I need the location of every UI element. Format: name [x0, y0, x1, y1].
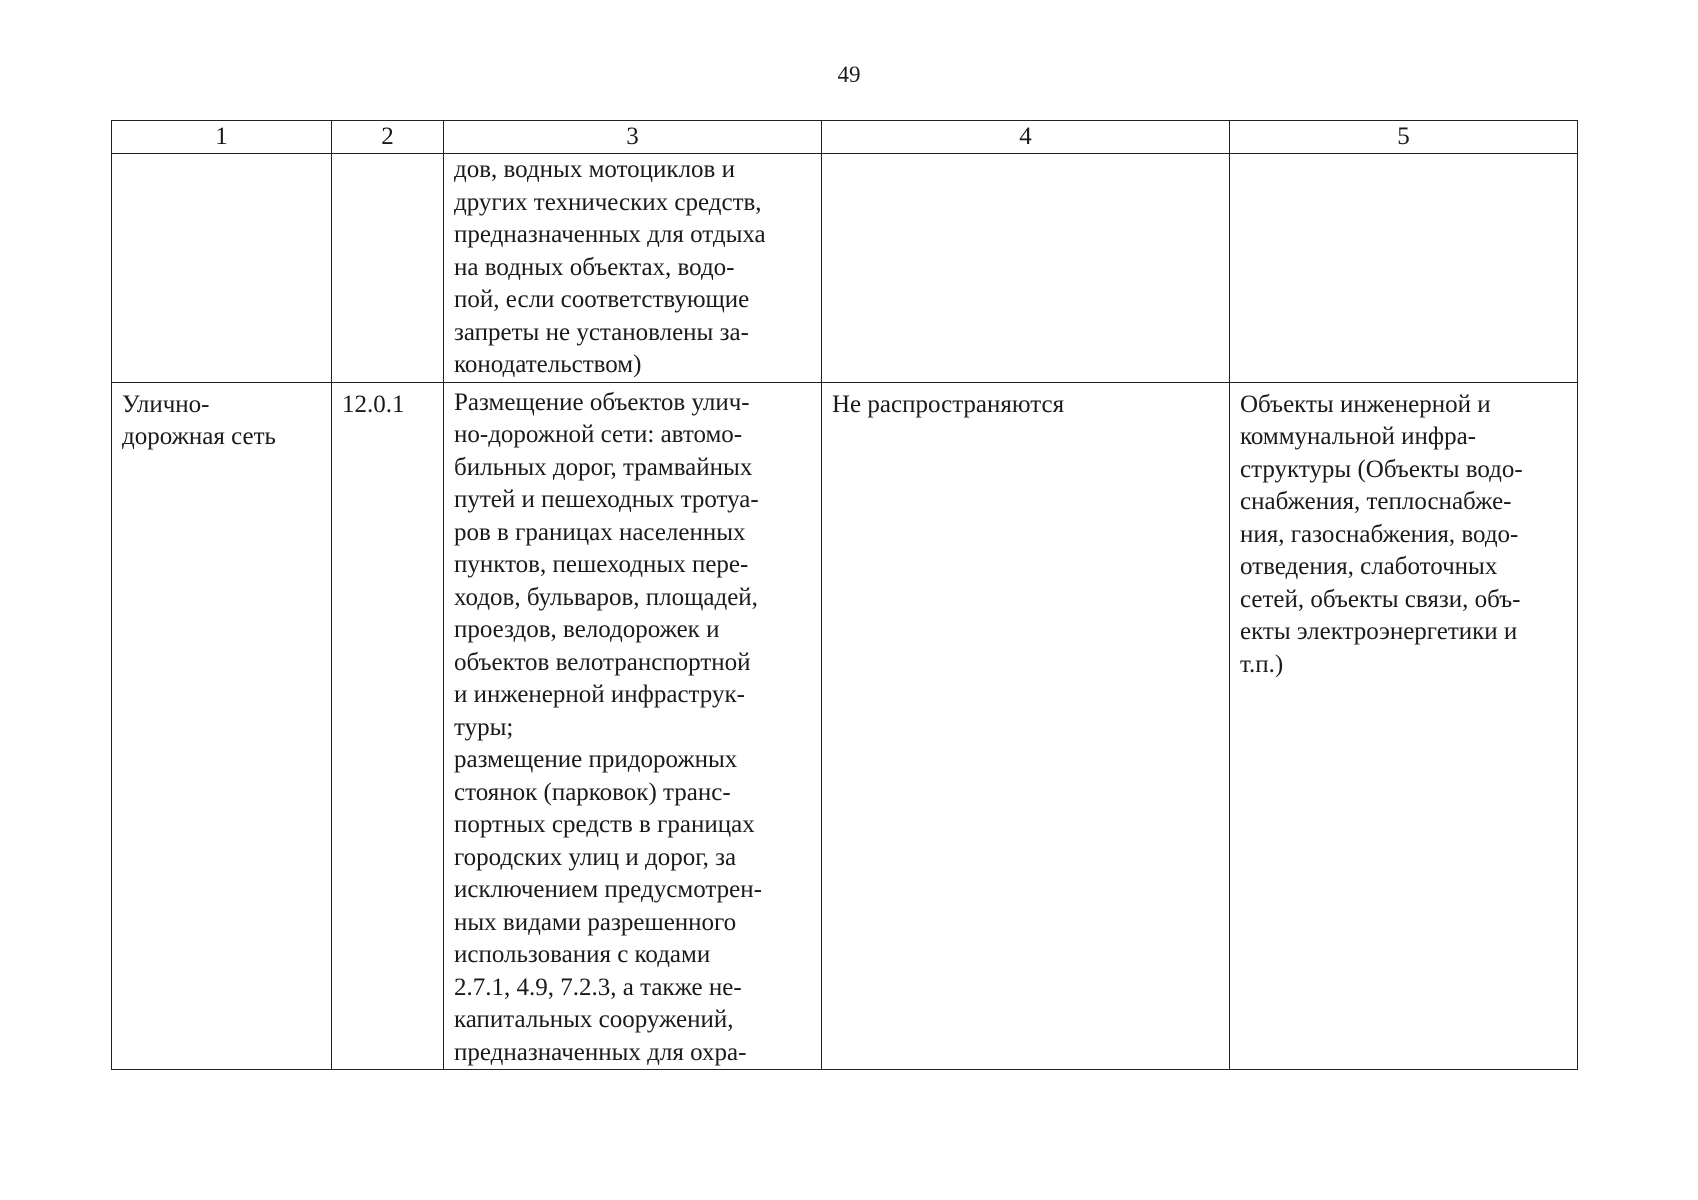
cell-land-use-name — [112, 154, 332, 383]
table-row — [112, 154, 1578, 383]
cell-auxiliary-uses — [1230, 154, 1578, 383]
cell-restrictions — [822, 154, 1230, 383]
cell-auxiliary-uses: Объекты инженерной и коммунальной инфра- структуры (Объекты водо- снабжения, теплоснабже- ния, газоснабжения, водо- отведения, слаботочных сетей, объекты связи, объ- екты электроэнергетики и т.п.) — [1230, 382, 1578, 1070]
header-col-1: 1 — [112, 121, 332, 154]
table-row — [112, 382, 1578, 1070]
document-table — [111, 120, 1578, 1070]
cell-description: Размещение объектов улич- но-дорожной сети: автомо- бильных дорог, трамвайных путей и пешеходных тротуа- ров в границах населенных пунктов, пешеходных пере- ходов, бульваров, площадей, проездов, велодорожек и объектов велотранспортной и инженерной инфраструк- туры; размещение придорожных стоянок (парковок) транс- портных средств в границах городских улиц и дорог, за исключением предусмотрен- ных видами разрешенного использования с кодами 2.7.1, 4.9, 7.2.3, а также не- капитальных сооружений, предназначенных для охра- — [444, 382, 822, 1070]
header-col-2: 2 — [332, 121, 444, 154]
cell-description: дов, водных мотоциклов и других технических средств, предназначенных для отдыха на водных объектах, водо- пой, если соответствующие запреты не установлены за- конодательством) — [444, 154, 822, 383]
cell-code: 12.0.1 — [332, 382, 444, 1070]
header-col-5: 5 — [1230, 121, 1578, 154]
cell-restrictions: Не распространяются — [822, 382, 1230, 1070]
header-col-3: 3 — [444, 121, 822, 154]
header-col-4: 4 — [822, 121, 1230, 154]
page-number: 49 — [837, 62, 861, 87]
header-row — [112, 121, 1578, 154]
cell-land-use-name: Улично- дорожная сеть — [112, 382, 332, 1070]
cell-code — [332, 154, 444, 383]
